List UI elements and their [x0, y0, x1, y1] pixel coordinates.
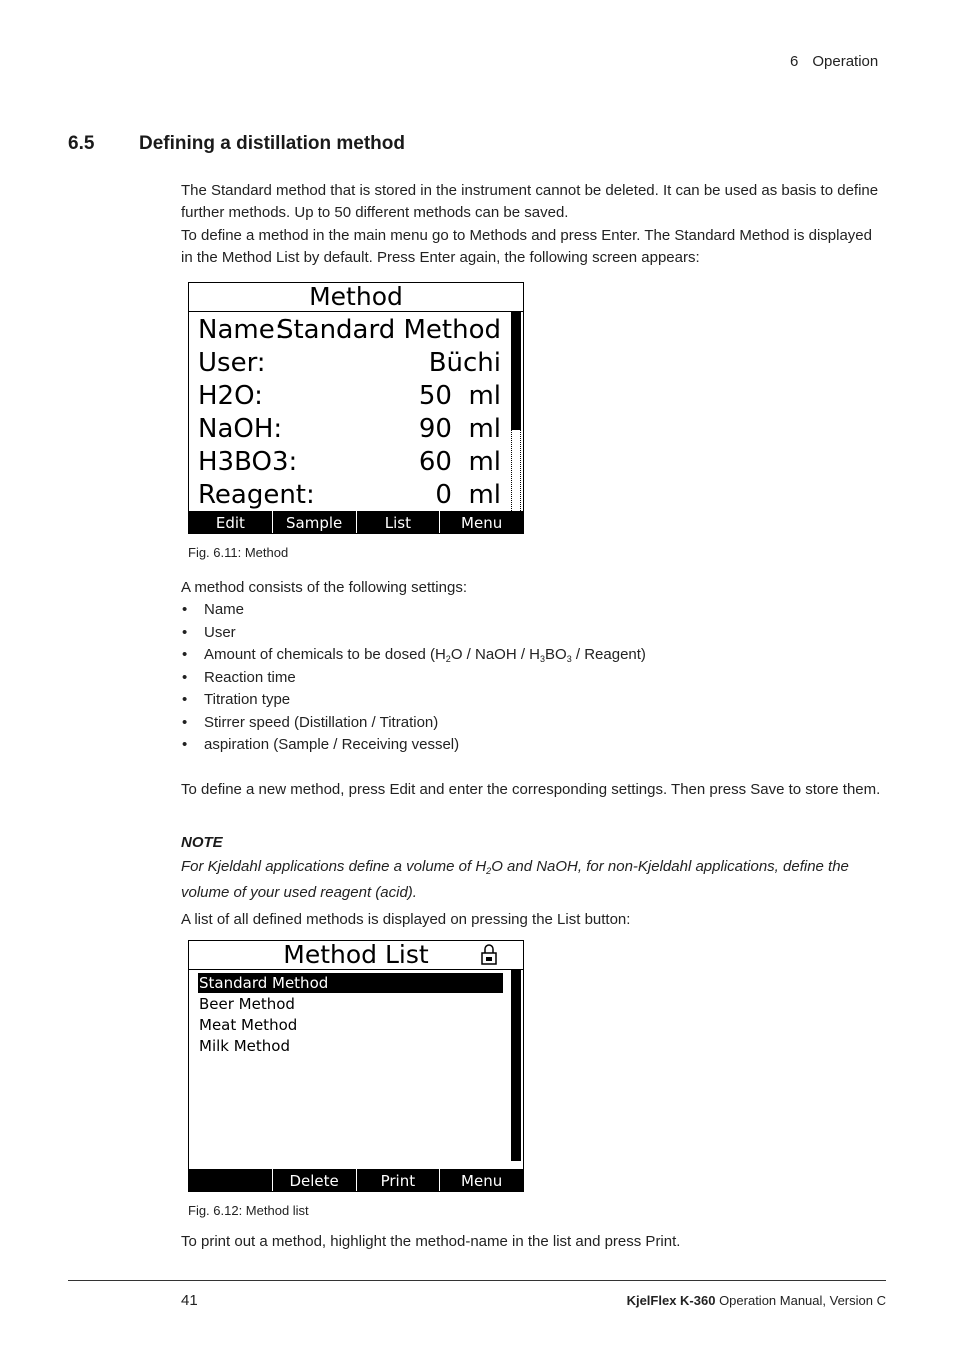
- chem-text: BO: [545, 646, 567, 663]
- softkey-sample[interactable]: Sample: [273, 511, 357, 533]
- method-screen: [188, 282, 524, 534]
- chem-text: Amount of chemicals to be dosed (H: [204, 646, 446, 663]
- softkey-edit[interactable]: Edit: [189, 511, 273, 533]
- list-item: • aspiration (Sample / Receiving vessel): [181, 734, 646, 757]
- list-item: • Titration type: [181, 689, 646, 712]
- note-text-part: For Kjeldahl applications define a volume of H: [181, 858, 487, 875]
- print-text: To print out a method, highlight the method-name in the list and press Print.: [181, 1233, 681, 1250]
- softkey-blank[interactable]: [189, 1169, 273, 1191]
- list-item: [181, 644, 646, 667]
- chem-sub: 3: [540, 654, 546, 664]
- chem-text: O / NaOH / H: [450, 646, 540, 663]
- section-number: 6.5: [68, 133, 95, 154]
- softkey-list[interactable]: List: [357, 511, 441, 533]
- method-row-key: Reagent:: [198, 480, 315, 510]
- method-row-value: 0 ml: [435, 480, 501, 510]
- list-softkeys: [189, 1169, 523, 1191]
- method-row-key: Name:: [198, 315, 284, 345]
- method-softkeys: [189, 511, 523, 533]
- list-item: • Reaction time: [181, 667, 646, 690]
- softkey-menu[interactable]: Menu: [461, 1172, 503, 1190]
- footer-rule: [68, 1280, 886, 1281]
- list-intro: A list of all defined methods is displayed on pressing the List button:: [181, 911, 631, 928]
- chem-sub: 3: [566, 654, 572, 664]
- method-row-value: 90 ml: [418, 414, 501, 444]
- product-name: KjelFlex K-360: [626, 1293, 716, 1308]
- define-text: To define a new method, press Edit and enter the corresponding settings. Then press Save to store them.: [181, 781, 881, 798]
- footer-document-title: [540, 1293, 886, 1308]
- list-item: • User: [181, 622, 646, 645]
- method-row-h3bo3: [198, 446, 501, 479]
- softkey-delete[interactable]: Delete: [273, 1169, 357, 1191]
- list-item[interactable]: Beer Method: [199, 995, 295, 1013]
- method-row-key: NaOH:: [198, 414, 283, 444]
- settings-lead: A method consists of the following settings:: [181, 579, 467, 596]
- note-label: NOTE: [181, 834, 223, 851]
- method-row-value: Standard Method: [276, 315, 501, 345]
- scrollbar-thumb[interactable]: [511, 970, 521, 1161]
- lock-icon: [480, 943, 498, 965]
- method-row-h2o: [198, 380, 501, 413]
- method-list-body: [189, 970, 523, 1169]
- list-item[interactable]: Milk Method: [199, 1037, 290, 1055]
- softkey-menu[interactable]: Menu: [461, 514, 503, 532]
- note-text: [181, 856, 886, 905]
- method-row-user: [198, 347, 501, 380]
- method-row-name: [198, 314, 501, 347]
- list-item[interactable]: Meat Method: [199, 1016, 298, 1034]
- figure-caption-method: Fig. 6.11: Method: [188, 545, 289, 560]
- method-row-key: H2O:: [198, 381, 263, 411]
- intro-paragraph-2: To define a method in the main menu go to Methods and press Enter. The Standard Method is displayed in the Method List by default. Press Enter again, the following screen appears:: [181, 226, 872, 266]
- method-screen-body: [189, 312, 523, 511]
- list-item[interactable]: Standard Method: [198, 973, 503, 993]
- figure-caption-method-list: Fig. 6.12: Method list: [188, 1203, 309, 1218]
- method-row-key: User:: [198, 348, 266, 378]
- chapter-number: 6: [790, 53, 799, 70]
- method-row-key: H3BO3:: [198, 447, 298, 477]
- chem-text: / Reagent): [571, 646, 646, 663]
- method-screen-title: Method: [189, 283, 523, 312]
- method-list-title-bar: [189, 941, 523, 970]
- method-row-value: 60 ml: [418, 447, 501, 477]
- intro-paragraph-1: The Standard method that is stored in the instrument cannot be deleted. It can be used as basis to define further methods. Up to 50 different methods can be saved.: [181, 182, 879, 222]
- method-row-naoh: [198, 413, 501, 446]
- note-text-part: O and NaOH, for non-Kjeldahl applications, define the volume of your used reagent (acid).: [181, 858, 849, 902]
- note-sub: 2: [486, 866, 492, 876]
- chem-sub: 2: [445, 654, 451, 664]
- scrollbar-track[interactable]: [511, 430, 521, 511]
- method-row-value: Büchi: [428, 348, 501, 378]
- softkey-print[interactable]: Print: [357, 1169, 441, 1191]
- method-row-value: 50 ml: [418, 381, 501, 411]
- method-list-screen: [188, 940, 524, 1192]
- settings-list: [181, 599, 646, 757]
- list-item: • Stirrer speed (Distillation / Titration): [181, 712, 646, 735]
- list-item: • Name: [181, 599, 646, 622]
- page-number: 41: [181, 1292, 198, 1309]
- method-list-title: Method List: [283, 940, 429, 969]
- intro-text: [181, 180, 881, 269]
- running-header: [790, 53, 878, 70]
- method-row-reagent: [198, 479, 501, 512]
- document-name: Operation Manual, Version C: [715, 1293, 886, 1308]
- section-title: Defining a distillation method: [139, 133, 405, 154]
- chapter-title: Operation: [812, 53, 879, 70]
- scrollbar-thumb[interactable]: [511, 312, 521, 430]
